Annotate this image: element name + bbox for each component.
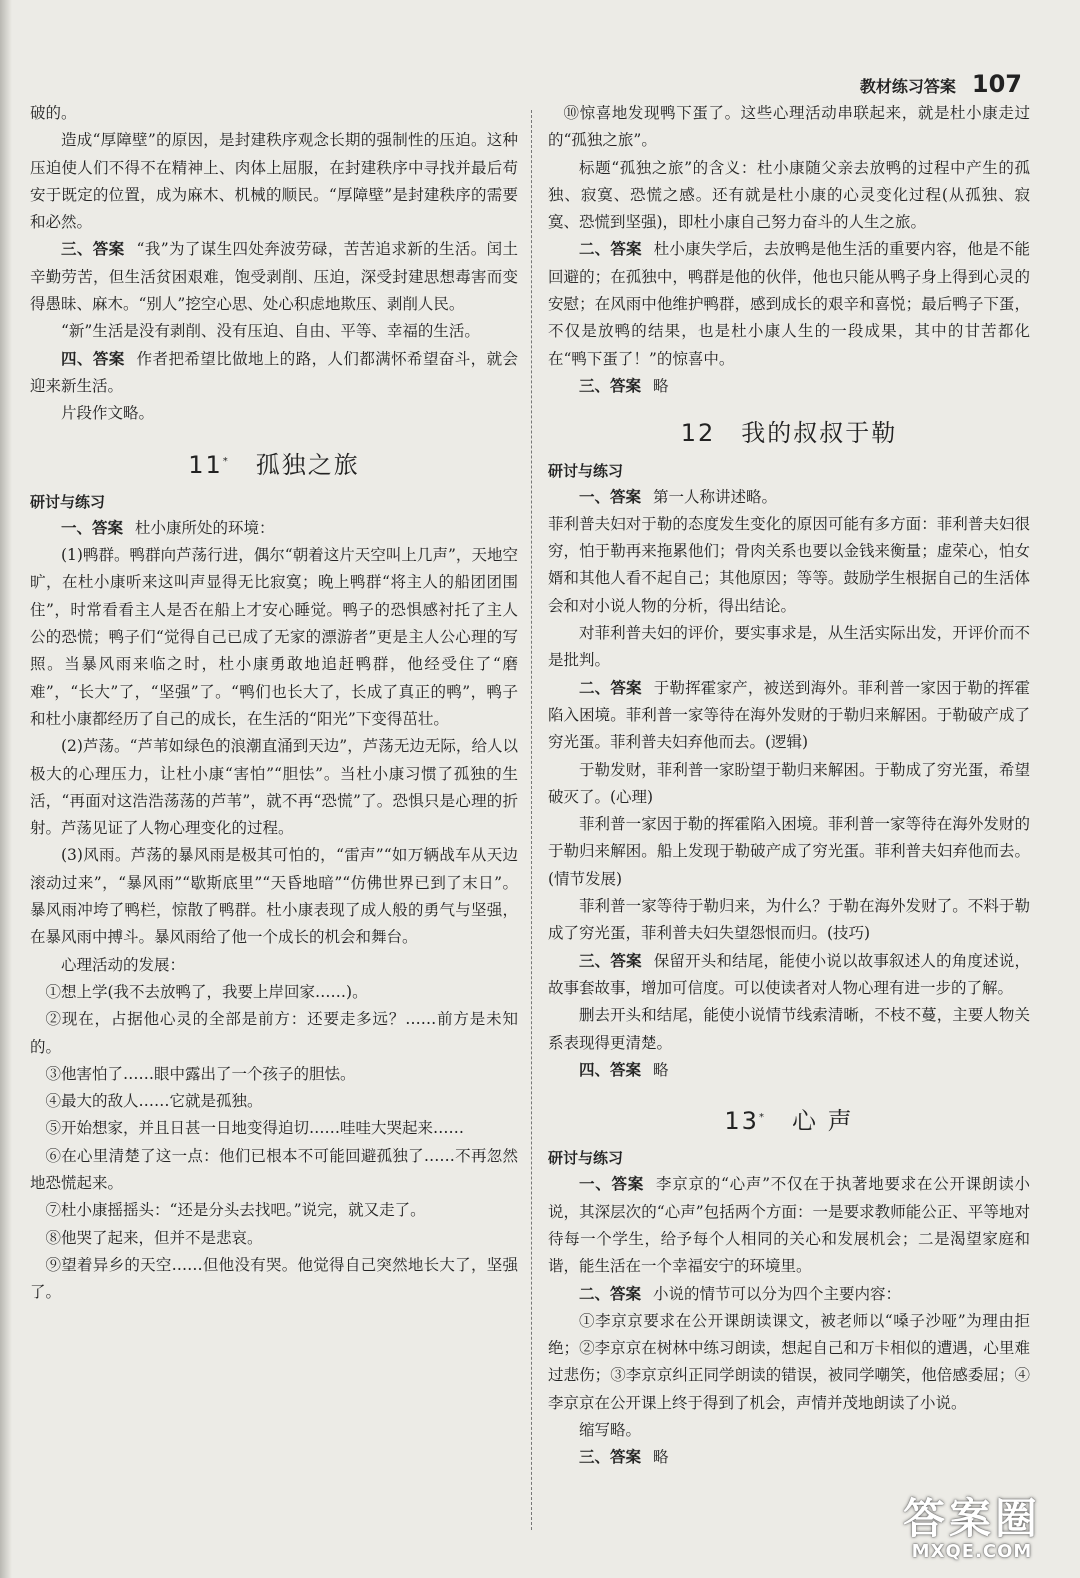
paragraph: 三、答案 保留开头和结尾，能使小说以故事叙述人的角度述说，故事套故事，增加可信度。可以使读者对人物心理有进一步的了解。	[548, 951, 1030, 997]
paragraph: (2)芦荡。“芦苇如绿色的浪潮直涌到天边”，芦荡无边无际，给人以极大的心理压力，让杜小康“害怕”“胆怯”。当杜小康习惯了孤独的生活，“再面对这浩浩荡荡的芦苇”，就不再“恐慌”了。恐惧只是心理的折射。芦荡见证了人物心理变化的过程。	[30, 737, 518, 838]
answer-label: 二、答案	[579, 678, 642, 697]
list-item: ⑥在心里清楚了这一点：他们已根本不可能回避孤独了……不再忽然地恐慌起来。	[30, 1146, 518, 1192]
paragraph: “新”生活是没有剥削、没有压迫、自由、平等、幸福的生活。	[61, 322, 480, 341]
list-item: ③他害怕了……眼中露出了一个孩子的胆怯。	[45, 1064, 356, 1083]
list-item: ⑧他哭了起来，但并不是悲哀。	[45, 1228, 263, 1247]
paragraph: 菲利普夫妇对于勒的态度发生变化的原因可能有多方面：菲利普夫妇很穷，怕于勒再来拖累他们；骨肉关系也要以金钱来衡量；虚荣心，怕女婿和其他人看不起自己；其他原因；等等。鼓励学生根据自己的生活体会和对小说人物的分析，得出结论。	[548, 514, 1030, 615]
right-column	[548, 100, 1030, 1472]
paragraph: 缩写略。	[579, 1421, 642, 1440]
paragraph: 三、答案 略	[579, 1448, 669, 1467]
lesson-title: 12 我的叔叔于勒	[680, 419, 898, 448]
page-number: 107	[971, 70, 1022, 98]
answer-label: 一、答案	[579, 487, 642, 506]
column-divider	[531, 110, 532, 1530]
answer-label: 四、答案	[61, 349, 125, 368]
paragraph: 对菲利普夫妇的评价，要实事求是，从生活实际出发，开评价而不是批判。	[548, 624, 1030, 670]
paragraph: 标题“孤独之旅”的含义：杜小康随父亲去放鸭的过程中产生的孤独、寂寞、恐慌之感。还有就是杜小康的心灵变化过程(从孤独、寂寞、恐慌到坚强)，即杜小康自己努力奋斗的人生之旅。	[548, 158, 1030, 232]
paragraph: (1)鸭群。鸭群向芦荡行进，偶尔“朝着这片天空叫上几声”，天地空旷，在杜小康听来这叫声显得无比寂寞；晚上鸭群“将主人的船团团围住”，时常看看主人是否在船上才安心睡觉。鸭子的恐惧感衬托了主人公的恐慌；鸭子们“觉得自己已成了无家的漂游者”更是主人公心理的写照。当暴风雨来临之时，杜小康勇敢地追赶鸭群，他经受住了“磨难”，“长大”了，“坚强”了。“鸭们也长大了，长成了真正的鸭”，鸭子和杜小康都经历了自己的成长，在生活的“阳光”下变得茁壮。	[30, 546, 518, 728]
paragraph: 一、答案 李京京的“心声”不仅在于执著地要求在公开课朗读小说，其深层次的“心声”包括两个方面：一是要求教师能公正、平等地对待每一个学生，给予每个人相同的关心和发展机会；二是渴望家庭和谐，能生活在一个幸福安宁的环境里。	[548, 1175, 1030, 1276]
paragraph: (3)风雨。芦荡的暴风雨是极其可怕的，“雷声”“如万辆战车从天边滚动过来”，“暴风雨”“歇斯底里”“天昏地暗”“仿佛世界已到了末日”。暴风雨冲垮了鸭栏，惊散了鸭群。杜小康表现了成人般的勇气与坚强，在暴风雨中搏斗。暴风雨给了他一个成长的机会和舞台。	[30, 846, 518, 947]
lesson-title: 11* 孤独之旅	[188, 450, 360, 479]
answer-label: 三、答案	[579, 1448, 642, 1467]
list-item: ⑩惊喜地发现鸭下蛋了。这些心理活动串联起来，就是杜小康走过的“孤独之旅”。	[548, 104, 1030, 150]
list-item: ②现在，占据他心灵的全部是前方：还要走多远？……前方是未知的。	[30, 1010, 518, 1056]
paragraph: 二、答案 小说的情节可以分为四个主要内容：	[579, 1284, 902, 1303]
answer-label: 一、答案	[579, 1175, 644, 1194]
paragraph: 于勒发财，菲利普一家盼望于勒归来解困。于勒成了穷光蛋，希望破灭了。(心理)	[548, 760, 1030, 806]
paragraph: 三、答案 略	[579, 376, 669, 395]
paragraph: 四、答案 作者把希望比做地上的路，人们都满怀希望奋斗，就会迎来新生活。	[30, 349, 518, 395]
header-label: 教材练习答案	[859, 77, 956, 96]
section-heading: 研讨与练习	[30, 492, 106, 511]
paragraph: 一、答案 第一人称讲述略。	[579, 487, 778, 506]
answer-label: 三、答案	[579, 376, 642, 395]
paragraph: 二、答案 于勒挥霍家产，被送到海外。菲利普一家因于勒的挥霍陷入困境。菲利普一家等待在海外发财的于勒归来解困。于勒破产成了穷光蛋。菲利普夫妇弃他而去。(逻辑)	[548, 678, 1030, 752]
paragraph: 破的。	[30, 104, 77, 122]
paragraph: 菲利普一家因于勒的挥霍陷入困境。菲利普一家等待在海外发财的于勒归来解困。船上发现于勒破产成了穷光蛋。菲利普夫妇弃他而去。(情节发展)	[548, 815, 1030, 888]
answer-label: 三、答案	[61, 240, 125, 259]
paragraph: 一、答案 杜小康所处的环境：	[61, 518, 275, 537]
left-column	[30, 100, 518, 1306]
watermark-logo: 答案圈 MXQE.COM	[902, 1493, 1041, 1562]
paragraph: 四、答案 略	[579, 1060, 669, 1079]
list-item: ⑨望着异乡的天空……但他没有哭。他觉得自己突然地长大了，坚强了。	[30, 1255, 518, 1302]
paragraph: 二、答案 杜小康失学后，去放鸭是他生活的重要内容，他是不能回避的；在孤独中，鸭群是他的伙伴，他也只能从鸭子身上得到心灵的安慰；在风雨中他维护鸭群，感到成长的艰辛和喜悦；最后鸭子下蛋，不仅是放鸭的结果，也是杜小康人生的一段成果，其中的甘苦都化在“鸭下蛋了！”的惊喜中。	[548, 240, 1030, 368]
paragraph: 心理活动的发展：	[61, 955, 186, 974]
paragraph: 删去开头和结尾，能使小说情节线索清晰，不枝不蔓，主要人物关系表现得更清楚。	[548, 1006, 1030, 1052]
page-binding-shadow	[0, 0, 12, 1578]
section-heading: 研讨与练习	[548, 1149, 624, 1168]
paragraph: 菲利普一家等待于勒归来，为什么？于勒在海外发财了。不料于勒成了穷光蛋，菲利普夫妇失望怨恨而归。(技巧)	[548, 897, 1030, 943]
paragraph: 三、答案 “我”为了谋生四处奔波劳碌，苦苦追求新的生活。闰土辛勤劳苦，但生活贫困艰难，饱受剥削、压迫，深受封建思想毒害而变得愚昧、麻木。“别人”挖空心思、处心积虑地欺压、剥削人民。	[30, 240, 518, 314]
paragraph: 片段作文略。	[61, 404, 155, 423]
list-item: ⑦杜小康摇摇头：“还是分头去找吧。”说完，就又走了。	[45, 1201, 426, 1220]
answer-label: 二、答案	[579, 240, 642, 259]
page-header	[860, 70, 1022, 98]
answer-label: 四、答案	[579, 1060, 642, 1079]
list-item: ①想上学(我不去放鸭了，我要上岸回家……)。	[45, 982, 368, 1001]
answer-label: 一、答案	[61, 518, 124, 537]
paragraph: ①李京京要求在公开课朗读课文，被老师以“嗓子沙哑”为理由拒绝；②李京京在树林中练习朗读，想起自己和万卡相似的遭遇，心里难过悲伤；③李京京纠正同学朗读的错误，被同学嘲笑，他倍感委屈；④李京京在公开课上终于得到了机会，声情并茂地朗读了小说。	[548, 1311, 1030, 1412]
list-item: ⑤开始想家，并且日甚一日地变得迫切……哇哇大哭起来……	[45, 1119, 465, 1138]
list-item: ④最大的敌人……它就是孤独。	[45, 1092, 263, 1111]
answer-label: 三、答案	[579, 951, 642, 970]
answer-label: 二、答案	[579, 1284, 642, 1303]
paragraph: 造成“厚障壁”的原因，是封建秩序观念长期的强制性的压迫。这种压迫使人们不得不在精神上、肉体上屈服，在封建秩序中寻找并最后苟安于既定的位置，成为麻木、机械的顺民。“厚障壁”是封建秩序的需要和必然。	[30, 131, 518, 232]
section-heading: 研讨与练习	[548, 461, 624, 480]
lesson-title: 13* 心 声	[724, 1107, 854, 1136]
